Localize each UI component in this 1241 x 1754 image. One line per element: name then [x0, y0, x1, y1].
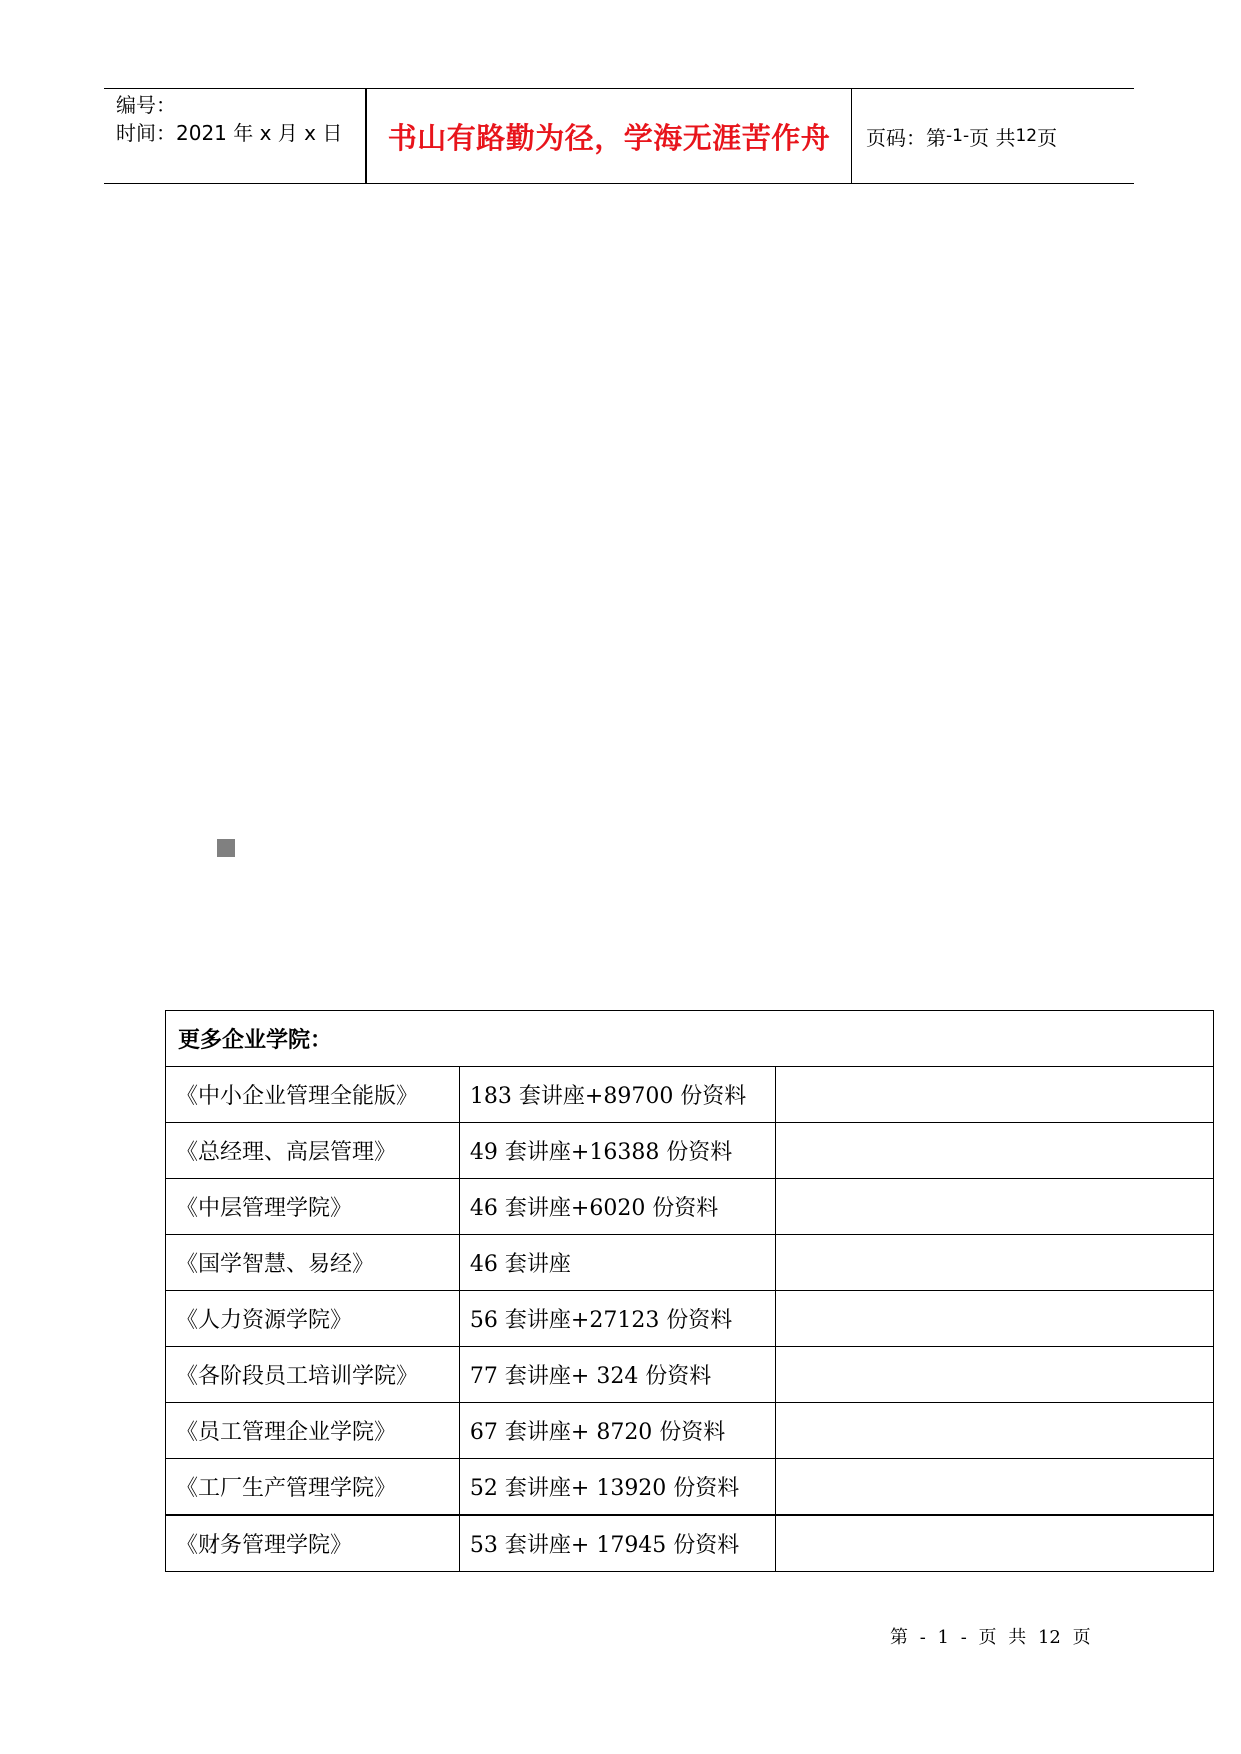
academy-name: 《中小企业管理全能版》: [166, 1067, 460, 1123]
table-row: [166, 1179, 1214, 1235]
academy-extra: [775, 1291, 1213, 1347]
academy-name: 《工厂生产管理学院》: [166, 1459, 460, 1516]
academy-desc: 52 套讲座+ 13920 份资料: [459, 1459, 775, 1516]
time-label: 时间：2021 年 x 月 x 日: [116, 121, 343, 145]
page-code-current: -1-: [946, 126, 970, 146]
table-row: [166, 1123, 1214, 1179]
academy-name: 《人力资源学院》: [166, 1291, 460, 1347]
academy-name: 《中层管理学院》: [166, 1179, 460, 1235]
academy-desc: 67 套讲座+ 8720 份资料: [459, 1403, 775, 1459]
academy-name: 《员工管理企业学院》: [166, 1403, 460, 1459]
academy-desc: 77 套讲座+ 324 份资料: [459, 1347, 775, 1403]
header-meta: [116, 91, 342, 147]
academy-extra: [775, 1403, 1213, 1459]
academy-name: 《各阶段员工培训学院》: [166, 1347, 460, 1403]
academy-desc: 53 套讲座+ 17945 份资料: [459, 1515, 775, 1572]
academy-extra: [775, 1067, 1213, 1123]
academy-extra: [775, 1123, 1213, 1179]
academy-name: 《国学智慧、易经》: [166, 1235, 460, 1291]
academy-desc: 49 套讲座+16388 份资料: [459, 1123, 775, 1179]
table-title: 更多企业学院：: [166, 1011, 1214, 1067]
academy-extra: [775, 1515, 1213, 1572]
bullet-square-icon: [217, 839, 235, 857]
academy-extra: [775, 1459, 1213, 1516]
table-row: [166, 1235, 1214, 1291]
header-motto: 书山有路勤为径，学海无涯苦作舟: [387, 120, 831, 155]
page-code-suffix: 页: [1037, 125, 1058, 150]
page-footer: 第 - 1 - 页 共 12 页: [890, 1627, 1091, 1648]
page-code-prefix: 页码：第: [866, 125, 946, 150]
academy-extra: [775, 1235, 1213, 1291]
academy-desc: 183 套讲座+89700 份资料: [459, 1067, 775, 1123]
academy-desc: 56 套讲座+27123 份资料: [459, 1291, 775, 1347]
academy-name: 《总经理、高层管理》: [166, 1123, 460, 1179]
academy-table: [165, 1010, 1214, 1572]
page-code: [866, 89, 1057, 183]
academy-desc: 46 套讲座+6020 份资料: [459, 1179, 775, 1235]
table-title-row: [166, 1011, 1214, 1067]
academy-desc: 46 套讲座: [459, 1235, 775, 1291]
table-row: [166, 1459, 1214, 1516]
table-row: [166, 1291, 1214, 1347]
academy-extra: [775, 1179, 1213, 1235]
table-row: [166, 1347, 1214, 1403]
page-header: [104, 88, 1134, 184]
table-row: [166, 1403, 1214, 1459]
header-divider-right: [851, 89, 852, 183]
academy-name: 《财务管理学院》: [166, 1515, 460, 1572]
page-code-sep: 页 共: [969, 125, 1016, 150]
table-row: [166, 1515, 1214, 1572]
table-row: [166, 1067, 1214, 1123]
number-label: 编号：: [116, 93, 176, 117]
academy-extra: [775, 1347, 1213, 1403]
page-code-total: 12: [1015, 126, 1038, 146]
